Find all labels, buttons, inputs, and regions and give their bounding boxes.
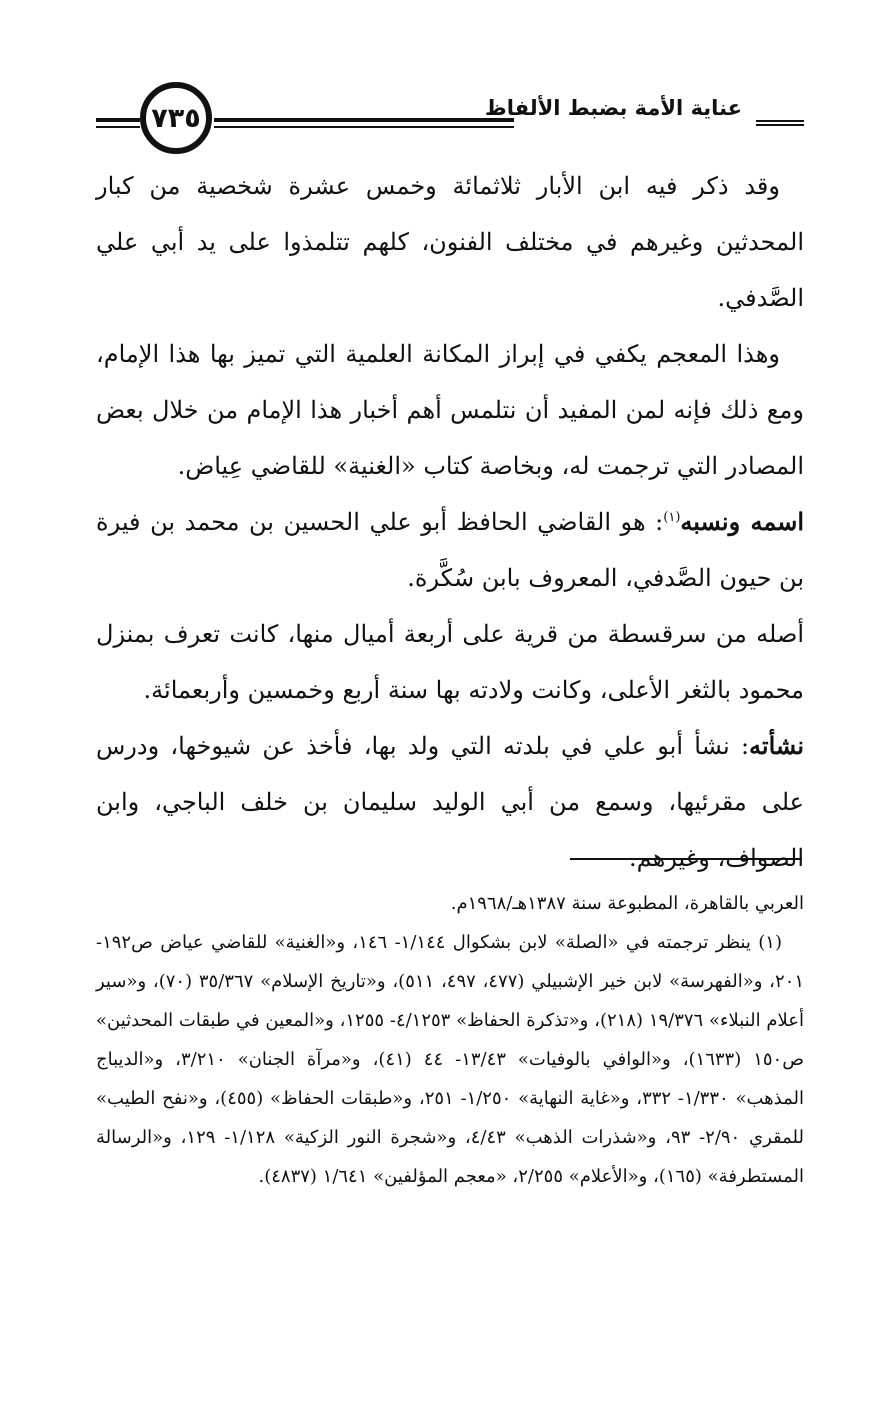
paragraph-origin: أصله من سرقسطة من قرية على أربعة أميال منها، كانت تعرف بمنزل محمود بالثغر الأعلى، وكانت ولادته بها سنة أربع وخمسين وأربعمائة. (96, 620, 804, 704)
footnote-1: (١) ينظر ترجمته في «الصلة» لابن بشكوال ١/١٤٤- ١٤٦، و«الغنية» للقاضي عياض ص١٩٢- ٢٠١، و«الفهرسة» لابن خير الإشبيلي (٤٧٧، ٤٩٧، ٥١١)، و«تاريخ الإسلام» ٣٥/٣٦٧ (٧٠)، و«سير أعلام النبلاء» ١٩/٣٧٦ (٢١٨)، و«تذكرة الحفاظ» ٤/١٢٥٣- ١٢٥٥، و«المعين في طبقات المحدثين» ص١٥٠ (١٦٣٣)، و«الوافي بالوفيات» ١٣/٤٣- ٤٤ (٤١)، و«مرآة الجنان» ٣/٢١٠، و«الديباج المذهب» ١/٣٣٠- ٣٣٢، و«غاية النهاية» ١/٢٥٠- ٢٥١، و«طبقات الحفاظ» (٤٥٥)، و«نفح الطيب» للمقري ٢/٩٠- ٩٣، و«شذرات الذهب» ٤/٤٣، و«شجرة النور الزكية» ١/١٢٨- ١٢٩، و«الرسالة المستطرفة» (١٦٥)، و«الأعلام» ٢/٢٥٥، «معجم المؤلفين» ١/٦٤١ (٤٨٣٧). (96, 932, 804, 1187)
section-heading-upbringing: نشأته (749, 731, 804, 760)
footnote-reference[interactable]: (١) (663, 510, 681, 525)
running-title: عناية الأمة بضبط الألفاظ (484, 96, 742, 120)
paragraph-upbringing (96, 718, 804, 886)
page-header (96, 82, 804, 162)
page-number-badge: ٧٣٥ (140, 82, 212, 154)
footnote-separator (570, 858, 802, 860)
paragraph-mujam: وهذا المعجم يكفي في إبراز المكانة العلمية التي تميز بها هذا الإمام، ومع ذلك فإنه لمن المفيد أن نتلمس أهم أخبار هذا الإمام من خلال بعض المصادر التي ترجمت له، وبخاصة كتاب «الغنية» للقاضي عِياض. (96, 340, 804, 480)
header-rule-right (756, 120, 804, 126)
main-text (96, 158, 804, 886)
header-rule-left (96, 118, 140, 128)
upbringing-text: : نشأ أبو علي في بلدته التي ولد بها، فأخذ عن شيوخها، ودرس على مقرئيها، وسمع من أبي الوليد سليمان بن خلف الباجي، وابن الصواف، وغيرهم. (96, 732, 804, 872)
section-heading-name: اسمه ونسبه (680, 507, 804, 536)
paragraph-ibn-al-abbar: وقد ذكر فيه ابن الأبار ثلاثمائة وخمس عشرة شخصية من كبار المحدثين وغيرهم في مختلف الفنون، كلهم تتلمذوا على يد أبي علي الصَّدفي. (96, 172, 804, 312)
name-lineage-text: : هو القاضي الحافظ أبو علي الحسين بن محمد بن فيرة بن حيون الصَّدفي، المعروف بابن سُكَّرة. (96, 508, 804, 592)
footnotes (96, 884, 804, 1196)
header-rule-middle (214, 118, 514, 128)
footnote-continuation: العربي بالقاهرة، المطبوعة سنة ١٣٨٧هـ/١٩٦٨م. (450, 893, 804, 914)
paragraph-name-lineage (96, 494, 804, 606)
